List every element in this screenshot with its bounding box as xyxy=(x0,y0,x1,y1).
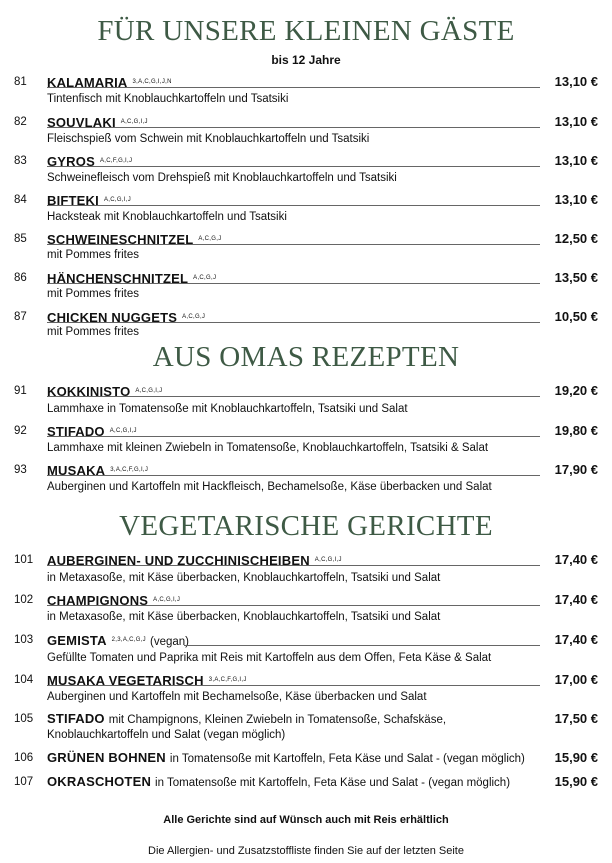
item-description: mit Pommes frites xyxy=(47,288,140,300)
item-inline-description: mit Champignons, Kleinen Zwiebeln in Tomatensoße, Schafskäse, xyxy=(108,714,447,726)
item-inline-description: in Tomatensoße mit Kartoffeln, Feta Käse und Salat - (vegan möglich) xyxy=(155,777,511,789)
item-name-wrapper xyxy=(47,632,189,650)
item-price: 17,40 € xyxy=(554,552,598,567)
dotted-leader xyxy=(47,166,540,167)
dotted-leader xyxy=(47,605,540,606)
dotted-leader xyxy=(47,436,540,437)
item-name: HÄNCHENSCHNITZEL xyxy=(47,271,189,286)
item-number: 81 xyxy=(14,76,27,88)
item-allergens: A,C,G,I,J xyxy=(103,197,131,203)
menu-item xyxy=(14,749,598,767)
menu-item xyxy=(14,461,598,493)
item-price: 17,40 € xyxy=(554,592,598,607)
item-allergens: A,C,G,J xyxy=(182,314,206,320)
menu-item xyxy=(14,191,598,223)
item-number: 82 xyxy=(14,116,27,128)
item-number: 103 xyxy=(14,634,34,646)
item-description: Gefüllte Tomaten und Paprika mit Reis mit Kartoffeln aus dem Offen, Feta Käse & Salat xyxy=(47,652,492,664)
item-price: 13,10 € xyxy=(554,114,598,129)
menu-item xyxy=(14,773,598,791)
item-allergens: A,C,F,G,I,J xyxy=(99,158,133,164)
item-number: 107 xyxy=(14,776,34,788)
menu-item xyxy=(14,269,598,300)
item-allergens: A,C,G,I,J xyxy=(135,388,163,394)
item-description: mit Pommes frites xyxy=(47,326,140,338)
item-allergens: 3,A,C,F,G,I,J xyxy=(110,467,149,473)
item-name: AUBERGINEN- UND ZUCCHINISCHEIBEN xyxy=(47,553,310,568)
item-allergens: A,C,G,I,J xyxy=(314,557,342,563)
section-title-kids: FÜR UNSERE KLEINEN GÄSTE xyxy=(97,15,515,47)
menu-item xyxy=(14,73,598,105)
item-description: mit Pommes frites xyxy=(47,249,140,261)
item-price: 13,50 € xyxy=(554,270,598,285)
item-number: 101 xyxy=(14,554,34,566)
allergen-note: Die Allergien- und Zusatzstoffliste finden Sie auf der letzten Seite xyxy=(148,845,464,857)
item-name-wrapper xyxy=(47,423,137,440)
item-name: STIFADO xyxy=(47,711,105,726)
item-name: GEMISTA xyxy=(47,633,107,648)
menu-item xyxy=(14,230,598,261)
item-number: 93 xyxy=(14,464,27,476)
dotted-leader xyxy=(47,244,540,245)
menu-item xyxy=(14,631,598,664)
dotted-leader xyxy=(47,685,540,686)
dotted-leader xyxy=(47,127,540,128)
item-number: 86 xyxy=(14,272,27,284)
item-price: 15,90 € xyxy=(554,774,598,789)
item-description: Auberginen und Kartoffeln mit Hackfleisch, Bechamelsoße, Käse überbacken und Salat xyxy=(47,481,492,493)
item-number: 104 xyxy=(14,674,34,686)
item-name-wrapper xyxy=(47,270,216,287)
item-allergens: 2,3,A,C,G,J xyxy=(111,637,146,643)
dotted-leader xyxy=(184,645,540,646)
item-description: Schweinefleisch vom Drehspieß mit Knoblauchkartoffeln und Tsatsiki xyxy=(47,172,397,184)
item-name: KOKKINISTO xyxy=(47,384,131,399)
item-price: 17,00 € xyxy=(554,672,598,687)
item-price: 19,20 € xyxy=(554,383,598,398)
item-name-wrapper xyxy=(47,383,162,400)
item-name-wrapper xyxy=(47,750,525,767)
item-allergens: A,C,G,I,J xyxy=(120,119,148,125)
item-name: SOUVLAKI xyxy=(47,115,116,130)
item-inline-description: in Tomatensoße mit Kartoffeln, Feta Käse und Salat - (vegan möglich) xyxy=(169,753,525,765)
item-name: GYROS xyxy=(47,154,95,169)
item-name: CHICKEN NUGGETS xyxy=(47,310,178,325)
item-name: SCHWEINESCHNITZEL xyxy=(47,232,194,247)
item-number: 85 xyxy=(14,233,27,245)
menu-item xyxy=(14,113,598,145)
item-name-wrapper xyxy=(47,153,132,170)
menu-item xyxy=(14,710,598,741)
menu-item xyxy=(14,671,598,703)
item-vegan-note: (vegan) xyxy=(149,636,189,648)
item-number: 91 xyxy=(14,385,27,397)
item-description: in Metaxasoße, mit Käse überbacken, Knoblauchkartoffeln, Tsatsiki und Salat xyxy=(47,572,441,584)
dotted-leader xyxy=(47,565,540,566)
item-name: GRÜNEN BOHNEN xyxy=(47,750,166,765)
item-price: 13,10 € xyxy=(554,153,598,168)
item-name-wrapper xyxy=(47,231,222,248)
menu-item xyxy=(14,422,598,454)
menu-item xyxy=(14,308,598,338)
item-name-wrapper xyxy=(47,774,510,791)
item-name-wrapper xyxy=(47,592,180,609)
item-name: OKRASCHOTEN xyxy=(47,774,152,789)
item-price: 19,80 € xyxy=(554,423,598,438)
item-number: 87 xyxy=(14,311,27,323)
dotted-leader xyxy=(47,322,540,323)
item-name-wrapper xyxy=(47,672,247,689)
item-description: Lammhaxe mit kleinen Zwiebeln in Tomatensoße, Knoblauchkartoffeln, Tsatsiki & Salat xyxy=(47,442,489,454)
section-title-oma: AUS OMAS REZEPTEN xyxy=(152,341,460,373)
item-price: 12,50 € xyxy=(554,231,598,246)
item-description: Auberginen und Kartoffeln mit Bechamelsoße, Käse überbacken und Salat xyxy=(47,691,427,703)
rice-note: Alle Gerichte sind auf Wünsch auch mit Reis erhältlich xyxy=(163,814,449,826)
item-number: 84 xyxy=(14,194,27,206)
item-name-wrapper xyxy=(47,192,131,209)
section-subtitle-kids: bis 12 Jahre xyxy=(271,53,341,67)
item-price: 13,10 € xyxy=(554,74,598,89)
item-price: 17,90 € xyxy=(554,462,598,477)
item-name-wrapper xyxy=(47,114,148,131)
item-allergens: A,C,G,J xyxy=(193,275,217,281)
item-price: 17,40 € xyxy=(554,632,598,647)
item-name-wrapper xyxy=(47,309,205,326)
item-price: 15,90 € xyxy=(554,750,598,765)
item-allergens: A,C,G,J xyxy=(198,236,222,242)
item-number: 106 xyxy=(14,752,34,764)
item-description: Knoblauchkartoffeln und Salat (vegan möglich) xyxy=(47,729,286,741)
item-price: 10,50 € xyxy=(554,309,598,324)
item-number: 105 xyxy=(14,713,34,725)
item-name: BIFTEKI xyxy=(47,193,99,208)
item-name: MUSAKA xyxy=(47,463,106,478)
dotted-leader xyxy=(47,475,540,476)
item-name-wrapper xyxy=(47,462,148,479)
dotted-leader xyxy=(47,87,540,88)
item-allergens: A,C,G,I,J xyxy=(153,597,181,603)
dotted-leader xyxy=(47,205,540,206)
item-description: in Metaxasoße, mit Käse überbacken, Knoblauchkartoffeln, Tsatsiki und Salat xyxy=(47,611,441,623)
item-name-wrapper xyxy=(47,711,446,728)
item-price: 17,50 € xyxy=(554,711,598,726)
dotted-leader xyxy=(47,283,540,284)
item-name: KALAMARIA xyxy=(47,75,128,90)
section-title-veg: VEGETARISCHE GERICHTE xyxy=(119,510,493,542)
item-description: Lammhaxe in Tomatensoße mit Knoblauchkartoffeln, Tsatsiki und Salat xyxy=(47,403,408,415)
item-description: Fleischspieß vom Schwein mit Knoblauchkartoffeln und Tsatsiki xyxy=(47,133,370,145)
menu-item xyxy=(14,551,598,584)
item-allergens: 3,A,C,G,I,J,N xyxy=(132,79,172,85)
item-name: CHAMPIGNONS xyxy=(47,593,149,608)
item-description: Hacksteak mit Knoblauchkartoffeln und Tsatsiki xyxy=(47,211,287,223)
item-name: MUSAKA VEGETARISCH xyxy=(47,673,204,688)
menu-item xyxy=(14,591,598,623)
item-name-wrapper xyxy=(47,74,172,91)
item-number: 83 xyxy=(14,155,27,167)
item-allergens: 3,A,C,F,G,I,J xyxy=(208,677,247,683)
item-allergens: A,C,G,I,J xyxy=(109,428,137,434)
item-description: Tintenfisch mit Knoblauchkartoffeln und Tsatsiki xyxy=(47,93,289,105)
item-price: 13,10 € xyxy=(554,192,598,207)
menu-item xyxy=(14,152,598,184)
item-number: 92 xyxy=(14,425,27,437)
dotted-leader xyxy=(47,396,540,397)
item-name-wrapper xyxy=(47,552,342,569)
item-name: STIFADO xyxy=(47,424,105,439)
menu-item xyxy=(14,382,598,415)
item-number: 102 xyxy=(14,594,34,606)
